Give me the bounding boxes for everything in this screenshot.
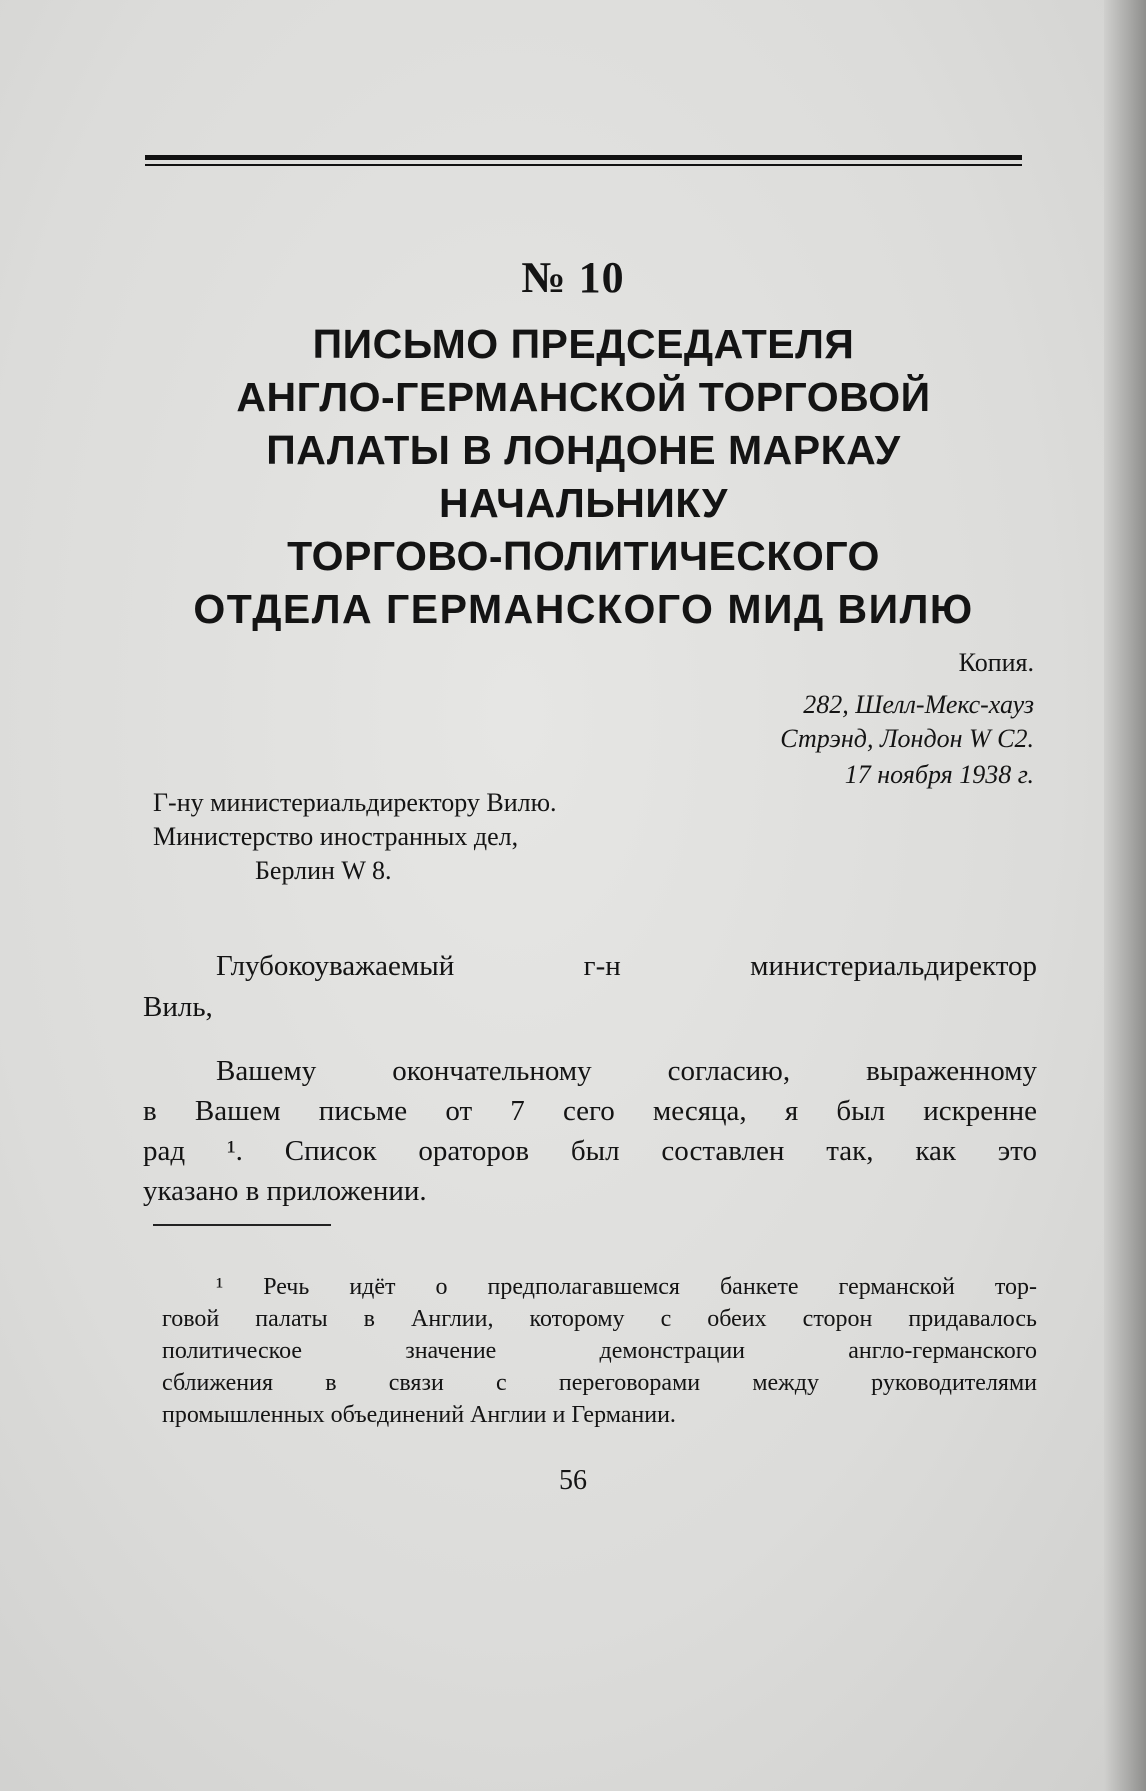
- recipient-line: Министерство иностранных дел,: [153, 822, 519, 851]
- copy-mark: Копия.: [958, 648, 1034, 677]
- title-line: НАЧАЛЬНИКУ: [439, 480, 728, 526]
- paragraph-line: Вашему окончательному согласию, выраженному: [216, 1055, 1037, 1087]
- sender-address-line: Стрэнд, Лондон W С2.: [780, 724, 1034, 753]
- salutation-line: Виль,: [143, 991, 213, 1023]
- header-rule: [145, 155, 1022, 166]
- title-line: ПАЛАТЫ В ЛОНДОНЕ МАРКАУ: [266, 427, 901, 473]
- title-line: ОТДЕЛА ГЕРМАНСКОГО МИД ВИЛЮ: [193, 586, 974, 632]
- title-line: АНГЛО-ГЕРМАНСКОЙ ТОРГОВОЙ: [236, 374, 931, 420]
- title-line: ПИСЬМО ПРЕДСЕДАТЕЛЯ: [312, 321, 855, 367]
- letter-date: 17 ноября 1938 г.: [844, 760, 1034, 789]
- footnote: [162, 1271, 1037, 1431]
- footnote-line: промышленных объединений Англии и Германии.: [162, 1402, 676, 1428]
- footnote-line: ¹ Речь идёт о предполагавшемся банкете германской тор-: [216, 1274, 1037, 1300]
- recipient-line: Г-ну министериальдиректору Вилю.: [153, 788, 557, 817]
- sender-address-line: 282, Шелл-Мекс-хауз: [803, 690, 1034, 719]
- footnote-line: сближения в связи с переговорами между руководителями: [162, 1370, 1037, 1396]
- footnote-rule: [153, 1224, 331, 1226]
- recipient-block: [153, 786, 557, 888]
- paragraph-line: указано в приложении.: [143, 1175, 427, 1207]
- paragraph-line: в Вашем письме от 7 сего месяца, я был искренне: [143, 1095, 1037, 1127]
- paragraph-line: рад ¹. Список ораторов был составлен так, как это: [143, 1135, 1037, 1167]
- footnote-line: политическое значение демонстрации англо-германского: [162, 1338, 1037, 1364]
- title-line: ТОРГОВО-ПОЛИТИЧЕСКОГО: [287, 533, 880, 579]
- recipient-line: Берлин W 8.: [255, 856, 392, 885]
- letter-paragraph: [143, 1051, 1037, 1211]
- footnote-line: говой палаты в Англии, которому с обеих сторон придавалось: [162, 1306, 1037, 1332]
- salutation-line: Глубокоуважаемый г-н министериальдиректор: [216, 950, 1037, 982]
- document-title: [145, 318, 1022, 636]
- page-number: 56: [559, 1465, 587, 1496]
- document-number: № 10: [521, 253, 625, 302]
